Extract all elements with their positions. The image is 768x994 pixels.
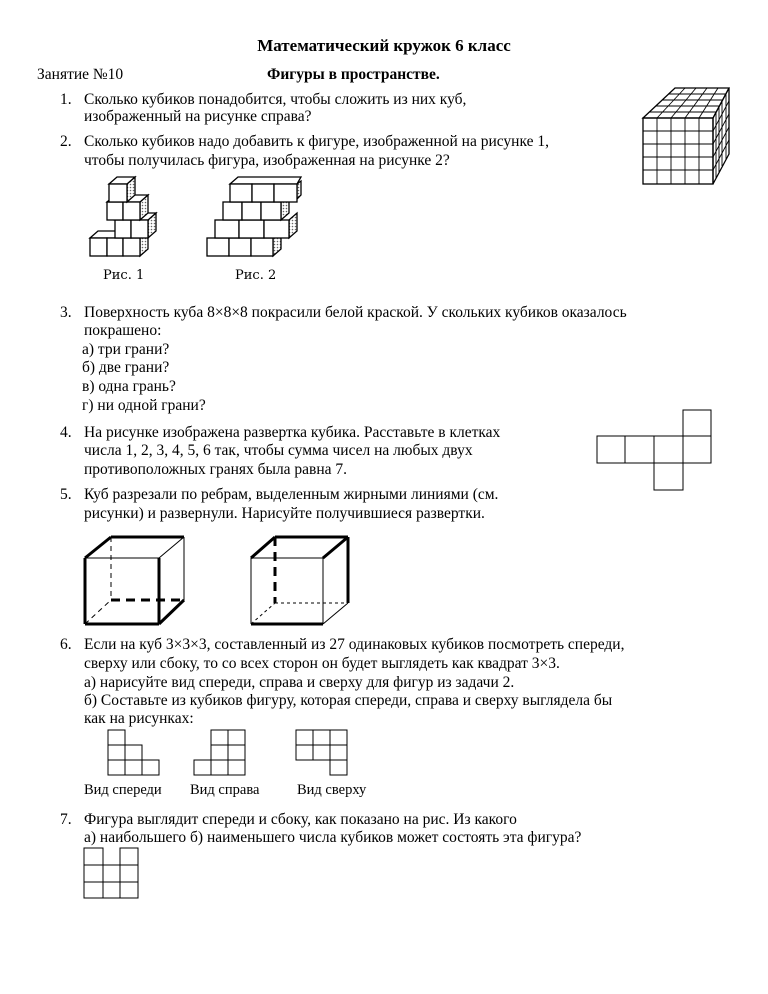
problem-text-line: сверху или сбоку, то со всех сторон он будет выглядеть как квадрат 3×3. (84, 655, 560, 672)
problem-number: 7. (60, 811, 72, 828)
problem-number: 3. (60, 304, 72, 321)
problem-text-line: как на рисунках: (84, 710, 194, 727)
view-top-figure (294, 728, 350, 778)
view-caption-right: Вид справа (190, 782, 260, 798)
problem-text-line: На рисунке изображена развертка кубика. Расставьте в клетках (84, 424, 501, 441)
problem-text-line: Если на куб 3×3×3, составленный из 27 одинаковых кубиков посмотреть спереди, (84, 636, 625, 653)
figure-caption-2: Рис. 2 (235, 268, 277, 283)
view-caption-top: Вид сверху (297, 782, 367, 798)
problem-number: 6. (60, 636, 72, 653)
view-right-figure (192, 728, 248, 778)
figure-staircase-2 (205, 175, 305, 260)
figure-caption-1: Рис. 1 (103, 268, 145, 283)
lesson-number: Занятие №10 (37, 66, 124, 83)
problem-option: а) три грани? (82, 341, 170, 358)
problem-text-line: противоположных гранях была равна 7. (84, 461, 348, 478)
problem-option: б) две грани? (82, 359, 170, 376)
problem-option: в) одна грань? (82, 378, 176, 395)
problem-text-line: изображенный на рисунке справа? (84, 108, 312, 125)
problem-text-line: покрашено: (84, 322, 162, 339)
problem-text-line: Фигура выглядит спереди и сбоку, как показано на рис. Из какого (84, 811, 517, 828)
problem-text-line: числа 1, 2, 3, 4, 5, 6 так, чтобы сумма чисел на любых двух (84, 442, 473, 459)
cube-net-figure (595, 408, 713, 492)
view-front-figure (106, 728, 162, 778)
problem-text-line: чтобы получилась фигура, изображенная на рисунке 2? (84, 152, 450, 169)
problem-text-line: Сколько кубиков понадобится, чтобы сложить из них куб, (84, 91, 467, 108)
problem-number: 5. (60, 486, 72, 503)
problem-text-line: Куб разрезали по ребрам, выделенным жирными линиями (см. (84, 486, 499, 503)
cube-grid-figure (641, 86, 731, 186)
problem-text-line: Поверхность куба 8×8×8 покрасили белой краской. У скольких кубиков оказалось (84, 304, 627, 321)
problem-text-line: а) наибольшего б) наименьшего числа кубиков может состоять эта фигура? (84, 829, 582, 846)
problem-option: г) ни одной грани? (82, 397, 206, 414)
lesson-topic: Фигуры в пространстве. (267, 66, 440, 83)
figure-staircase-1 (88, 175, 188, 260)
side-view-figure (82, 846, 148, 900)
problem-number: 4. (60, 424, 72, 441)
view-caption-front: Вид спереди (84, 782, 162, 798)
problem-number: 2. (60, 133, 72, 150)
cut-cube-figure-2 (248, 535, 356, 630)
page-title: Математический кружок 6 класс (257, 36, 511, 55)
problem-text-line: а) нарисуйте вид спереди, справа и сверху для фигур из задачи 2. (84, 674, 515, 691)
problem-number: 1. (60, 91, 72, 108)
problem-text-line: рисунки) и развернули. Нарисуйте получившиеся развертки. (84, 505, 485, 522)
problem-text-line: б) Составьте из кубиков фигуру, которая спереди, справа и сверху выглядела бы (84, 692, 613, 709)
problem-text-line: Сколько кубиков надо добавить к фигуре, изображенной на рисунке 1, (84, 133, 549, 150)
cut-cube-figure-1 (82, 535, 192, 630)
